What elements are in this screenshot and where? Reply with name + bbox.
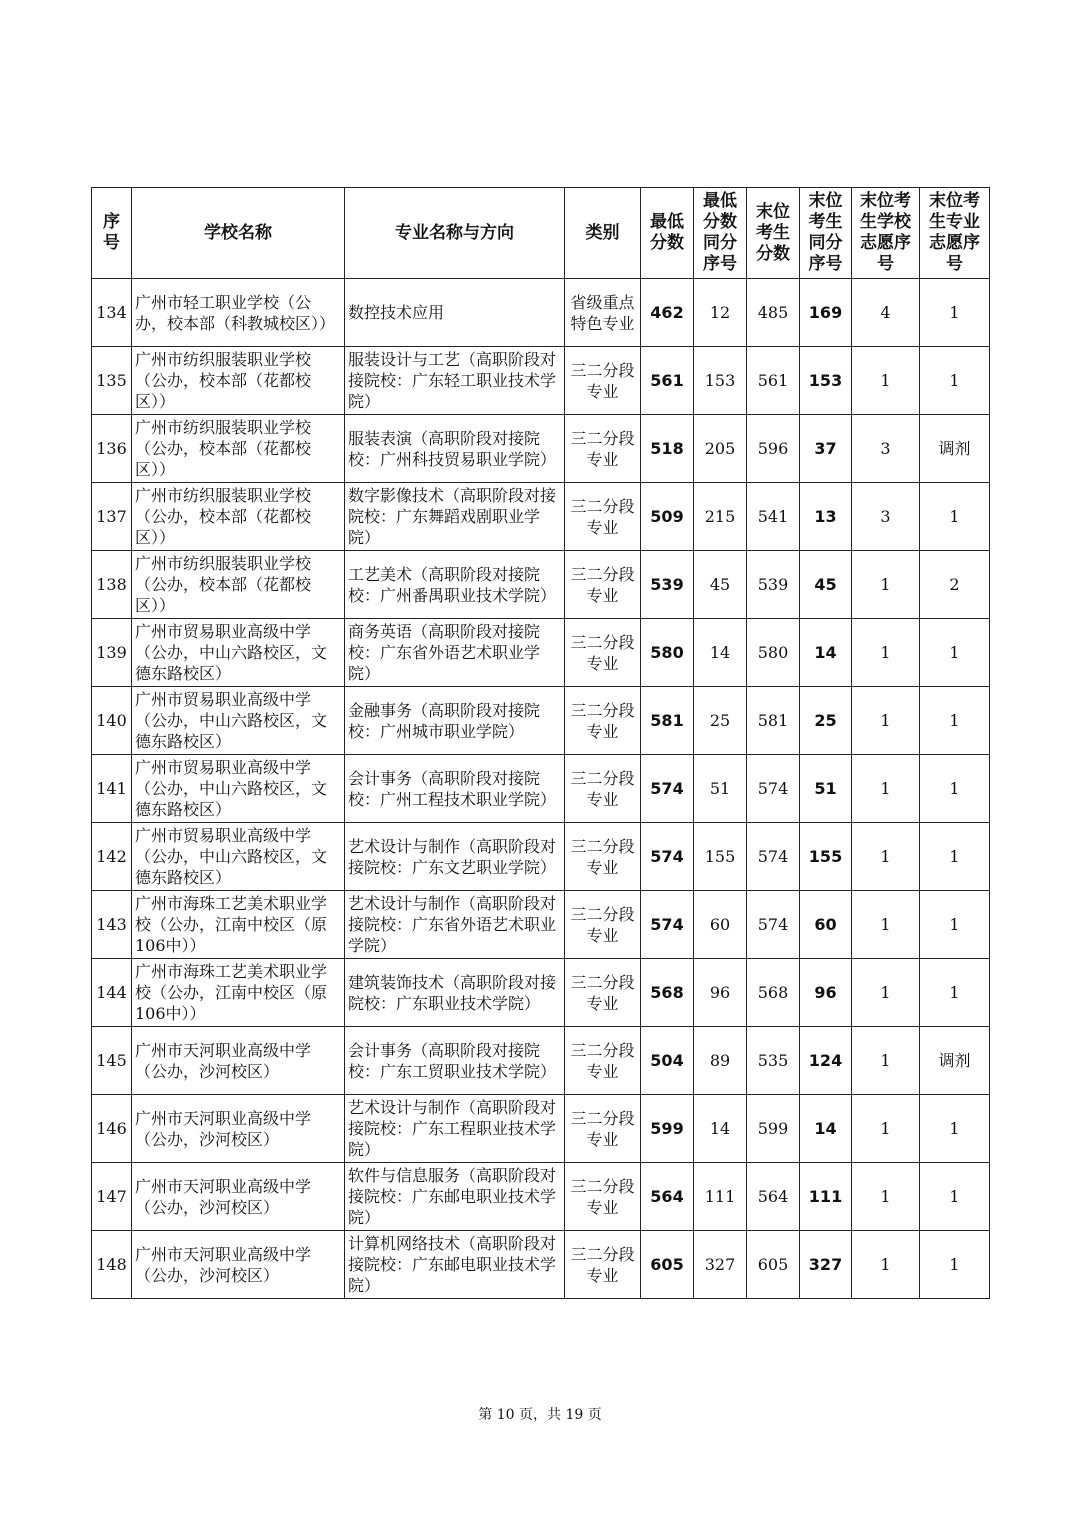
cell-last-rank: 51 [800,755,852,823]
cell-school-choice: 4 [852,279,920,347]
cell-seq: 134 [92,279,132,347]
header-last-major-choice: 末位考生专业志愿序号 [920,188,990,279]
cell-major-choice: 1 [920,1095,990,1163]
cell-category: 省级重点特色专业 [565,279,641,347]
cell-seq: 148 [92,1231,132,1299]
cell-category: 三二分段专业 [565,1231,641,1299]
cell-category: 三二分段专业 [565,1027,641,1095]
cell-school: 广州市海珠工艺美术职业学校（公办，江南中校区（原106中）） [132,959,345,1027]
table-row [92,1231,990,1299]
header-min-score: 最低分数 [641,188,694,279]
cell-school-choice: 1 [852,347,920,415]
cell-min-score: 581 [641,687,694,755]
header-min-score-rank: 最低分数同分序号 [694,188,747,279]
cell-min-rank: 45 [694,551,747,619]
cell-school: 广州市轻工职业学校（公办，校本部（科教城校区）） [132,279,345,347]
cell-category: 三二分段专业 [565,483,641,551]
cell-min-score: 504 [641,1027,694,1095]
cell-min-rank: 60 [694,891,747,959]
cell-seq: 139 [92,619,132,687]
header-major: 专业名称与方向 [345,188,565,279]
cell-major-choice: 1 [920,1231,990,1299]
cell-min-score: 605 [641,1231,694,1299]
cell-last-score: 535 [747,1027,800,1095]
cell-school: 广州市纺织服装职业学校（公办，校本部（花都校区）） [132,415,345,483]
cell-major: 数控技术应用 [345,279,565,347]
cell-min-rank: 51 [694,755,747,823]
cell-seq: 142 [92,823,132,891]
cell-school-choice: 1 [852,1231,920,1299]
page-footer: 第 10 页，共 19 页 [478,1407,602,1423]
cell-school: 广州市天河职业高级中学（公办，沙河校区） [132,1231,345,1299]
cell-major: 商务英语（高职阶段对接院校：广东省外语艺术职业学院） [345,619,565,687]
cell-major-choice: 1 [920,619,990,687]
cell-major: 会计事务（高职阶段对接院校：广州工程技术职业学院） [345,755,565,823]
table-row [92,279,990,347]
cell-school: 广州市海珠工艺美术职业学校（公办，江南中校区（原106中）） [132,891,345,959]
cell-min-rank: 25 [694,687,747,755]
cell-major: 服装设计与工艺（高职阶段对接院校：广东轻工职业技术学院） [345,347,565,415]
cell-min-rank: 89 [694,1027,747,1095]
cell-last-rank: 169 [800,279,852,347]
cell-seq: 136 [92,415,132,483]
table-row [92,347,990,415]
cell-major: 金融事务（高职阶段对接院校：广州城市职业学院） [345,687,565,755]
cell-min-rank: 96 [694,959,747,1027]
cell-school: 广州市天河职业高级中学（公办，沙河校区） [132,1027,345,1095]
cell-last-rank: 13 [800,483,852,551]
cell-school: 广州市纺织服装职业学校（公办，校本部（花都校区）） [132,551,345,619]
cell-last-score: 596 [747,415,800,483]
cell-major-choice: 调剂 [920,1027,990,1095]
cell-last-score: 574 [747,755,800,823]
cell-last-rank: 25 [800,687,852,755]
table-row [92,959,990,1027]
cell-school: 广州市天河职业高级中学（公办，沙河校区） [132,1095,345,1163]
cell-major-choice: 2 [920,551,990,619]
cell-school-choice: 1 [852,1095,920,1163]
cell-min-score: 574 [641,823,694,891]
cell-school-choice: 1 [852,1027,920,1095]
cell-school-choice: 3 [852,483,920,551]
cell-major: 软件与信息服务（高职阶段对接院校：广东邮电职业技术学院） [345,1163,565,1231]
header-category: 类别 [565,188,641,279]
cell-last-score: 485 [747,279,800,347]
cell-school: 广州市纺织服装职业学校（公办，校本部（花都校区）） [132,483,345,551]
cell-major-choice: 1 [920,891,990,959]
cell-category: 三二分段专业 [565,891,641,959]
cell-category: 三二分段专业 [565,959,641,1027]
cell-category: 三二分段专业 [565,823,641,891]
cell-category: 三二分段专业 [565,619,641,687]
cell-seq: 143 [92,891,132,959]
cell-school: 广州市贸易职业高级中学（公办，中山六路校区，文德东路校区） [132,619,345,687]
cell-last-score: 574 [747,891,800,959]
cell-min-score: 561 [641,347,694,415]
cell-major: 艺术设计与制作（高职阶段对接院校：广东省外语艺术职业学院） [345,891,565,959]
header-seq: 序号 [92,188,132,279]
cell-school: 广州市天河职业高级中学（公办，沙河校区） [132,1163,345,1231]
cell-last-score: 539 [747,551,800,619]
cell-last-score: 574 [747,823,800,891]
cell-min-score: 509 [641,483,694,551]
cell-last-score: 561 [747,347,800,415]
cell-min-rank: 155 [694,823,747,891]
cell-major: 建筑装饰技术（高职阶段对接院校：广东职业技术学院） [345,959,565,1027]
header-last-rank: 末位考生同分序号 [800,188,852,279]
cell-min-score: 574 [641,891,694,959]
cell-last-rank: 14 [800,619,852,687]
cell-category: 三二分段专业 [565,755,641,823]
cell-last-score: 581 [747,687,800,755]
cell-major: 会计事务（高职阶段对接院校：广东工贸职业技术学院） [345,1027,565,1095]
cell-major-choice: 1 [920,347,990,415]
cell-major: 计算机网络技术（高职阶段对接院校：广东邮电职业技术学院） [345,1231,565,1299]
cell-last-rank: 111 [800,1163,852,1231]
cell-school-choice: 1 [852,891,920,959]
cell-min-score: 518 [641,415,694,483]
cell-seq: 138 [92,551,132,619]
cell-major-choice: 1 [920,483,990,551]
cell-last-score: 605 [747,1231,800,1299]
cell-school-choice: 1 [852,619,920,687]
cell-major: 艺术设计与制作（高职阶段对接院校：广东工程职业技术学院） [345,1095,565,1163]
cell-major-choice: 1 [920,755,990,823]
cell-last-rank: 327 [800,1231,852,1299]
cell-min-score: 568 [641,959,694,1027]
cell-category: 三二分段专业 [565,687,641,755]
cell-seq: 140 [92,687,132,755]
cell-last-rank: 124 [800,1027,852,1095]
cell-seq: 147 [92,1163,132,1231]
cell-last-score: 541 [747,483,800,551]
cell-school: 广州市纺织服装职业学校（公办，校本部（花都校区）） [132,347,345,415]
cell-last-score: 599 [747,1095,800,1163]
cell-seq: 145 [92,1027,132,1095]
cell-last-rank: 60 [800,891,852,959]
table-row [92,415,990,483]
cell-last-score: 564 [747,1163,800,1231]
cell-school: 广州市贸易职业高级中学（公办，中山六路校区，文德东路校区） [132,687,345,755]
admission-table [91,187,990,1299]
cell-min-score: 462 [641,279,694,347]
cell-min-rank: 111 [694,1163,747,1231]
cell-school-choice: 3 [852,415,920,483]
cell-major-choice: 1 [920,687,990,755]
cell-major: 数字影像技术（高职阶段对接院校：广东舞蹈戏剧职业学院） [345,483,565,551]
cell-min-score: 580 [641,619,694,687]
cell-min-rank: 14 [694,1095,747,1163]
table-row [92,891,990,959]
cell-school-choice: 1 [852,551,920,619]
cell-min-rank: 153 [694,347,747,415]
cell-major: 工艺美术（高职阶段对接院校：广州番禺职业技术学院） [345,551,565,619]
cell-major-choice: 1 [920,279,990,347]
header-row [92,188,990,279]
cell-seq: 146 [92,1095,132,1163]
cell-last-rank: 14 [800,1095,852,1163]
cell-last-score: 568 [747,959,800,1027]
cell-major-choice: 1 [920,823,990,891]
cell-major: 艺术设计与制作（高职阶段对接院校：广东文艺职业学院） [345,823,565,891]
cell-min-rank: 12 [694,279,747,347]
cell-school: 广州市贸易职业高级中学（公办，中山六路校区，文德东路校区） [132,755,345,823]
cell-major: 服装表演（高职阶段对接院校：广州科技贸易职业学院） [345,415,565,483]
cell-last-rank: 153 [800,347,852,415]
table-row [92,687,990,755]
cell-category: 三二分段专业 [565,347,641,415]
cell-category: 三二分段专业 [565,1095,641,1163]
cell-seq: 137 [92,483,132,551]
cell-major-choice: 调剂 [920,415,990,483]
cell-school-choice: 1 [852,959,920,1027]
cell-min-rank: 327 [694,1231,747,1299]
cell-seq: 135 [92,347,132,415]
cell-min-score: 564 [641,1163,694,1231]
table-row [92,551,990,619]
table-row [92,823,990,891]
table-row [92,1027,990,1095]
cell-last-rank: 37 [800,415,852,483]
cell-seq: 141 [92,755,132,823]
table-row [92,483,990,551]
cell-last-rank: 155 [800,823,852,891]
cell-category: 三二分段专业 [565,1163,641,1231]
cell-min-score: 539 [641,551,694,619]
header-last-score: 末位考生分数 [747,188,800,279]
header-last-school-choice: 末位考生学校志愿序号 [852,188,920,279]
table-row [92,755,990,823]
cell-school-choice: 1 [852,823,920,891]
cell-school-choice: 1 [852,755,920,823]
header-school: 学校名称 [132,188,345,279]
cell-min-rank: 215 [694,483,747,551]
cell-last-score: 580 [747,619,800,687]
cell-min-score: 599 [641,1095,694,1163]
cell-major-choice: 1 [920,1163,990,1231]
cell-school: 广州市贸易职业高级中学（公办，中山六路校区，文德东路校区） [132,823,345,891]
cell-last-rank: 96 [800,959,852,1027]
cell-category: 三二分段专业 [565,551,641,619]
cell-category: 三二分段专业 [565,415,641,483]
table-row [92,1163,990,1231]
cell-school-choice: 1 [852,1163,920,1231]
cell-major-choice: 1 [920,959,990,1027]
cell-last-rank: 45 [800,551,852,619]
cell-seq: 144 [92,959,132,1027]
cell-min-rank: 14 [694,619,747,687]
cell-min-score: 574 [641,755,694,823]
table-row [92,1095,990,1163]
cell-min-rank: 205 [694,415,747,483]
table-row [92,619,990,687]
cell-school-choice: 1 [852,687,920,755]
